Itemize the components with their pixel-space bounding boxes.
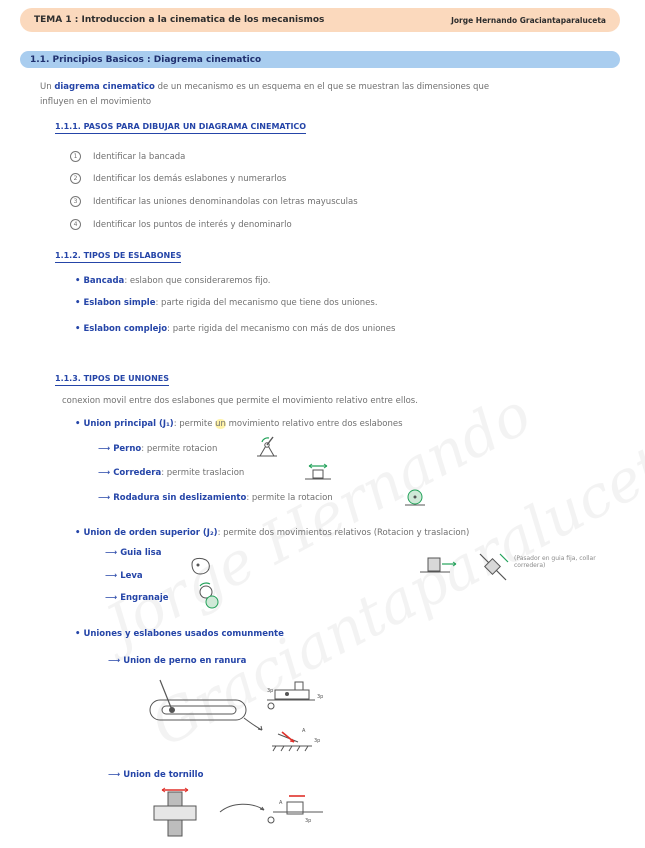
union-principal-pre: : permite — [173, 419, 213, 429]
rodadura-item: ⟶ Rodadura sin deslizamiento: permite la rotacion — [98, 493, 333, 503]
tornillo-screw-diagram — [152, 788, 200, 840]
uniones-intro: conexion movil entre dos eslabones que permite el movimiento relativo entre ellos. — [62, 396, 418, 406]
step-text: Identificar las uniones denominandolas con letras mayusculas — [93, 197, 358, 207]
union-superior-text: : permite dos movimientos relativos (Rotacion y traslacion) — [217, 528, 470, 538]
perno-ranura-schematic-bottom — [268, 722, 328, 758]
perno-item: ⟶ Perno: permite rotacion — [98, 444, 218, 454]
step-number: 1 — [70, 151, 81, 162]
intro-pre: Un — [40, 82, 52, 92]
subsection-1-1-3: 1.1.3. TIPOS DE UNIONES — [55, 374, 169, 386]
step-number: 2 — [70, 173, 81, 184]
tornillo-item: ⟶ Union de tornillo — [108, 770, 204, 780]
eslabon-term: Eslabon complejo — [83, 324, 168, 334]
eslabon-item-3: • Eslabon complejo: parte rigida del mecanismo con más de dos uniones — [75, 324, 396, 334]
collar-corredera-diagram — [478, 552, 512, 582]
union-superior: • Union de orden superior (J₂): permite dos movimientos relativos (Rotacion y traslacion) — [75, 528, 470, 538]
guia-lisa-item: ⟶ Guia lisa — [105, 548, 162, 558]
svg-text:3p: 3p — [267, 688, 274, 694]
step-text: Identificar los puntos de interés y denominarlo — [93, 220, 292, 230]
perno-ranura-diagram — [148, 678, 258, 738]
perno-ranura-schematic-top — [265, 678, 325, 710]
rodadura-wheel-icon — [405, 489, 427, 509]
step-4 — [70, 219, 292, 230]
engranaje-gear-icon — [198, 584, 222, 610]
superior-side-note: (Pasador en guia fija, collar corredera) — [514, 555, 596, 569]
intro-term: diagrema cinematico — [54, 82, 155, 92]
intro-rest: de un mecanismo es un esquema en el que se muestran las dimensiones que — [157, 82, 490, 92]
engranaje-label: Engranaje — [120, 593, 169, 603]
leva-label: Leva — [120, 571, 143, 581]
common-title: Uniones y eslabones usados comunmente — [83, 629, 284, 639]
guia-lisa-label: Guia lisa — [120, 548, 162, 558]
step-number: 4 — [70, 219, 81, 230]
pasador-guia-fija-diagram — [420, 550, 460, 576]
rodadura-term: Rodadura sin deslizamiento — [113, 493, 247, 503]
step-1 — [70, 151, 185, 162]
perno-ranura-label: Union de perno en ranura — [123, 656, 247, 666]
eslabon-text: : parte rigida del mecanismo con más de dos uniones — [167, 324, 396, 334]
leva-cam-icon — [188, 556, 214, 580]
step-3 — [70, 196, 358, 207]
rodadura-text: : permite la rotacion — [246, 493, 333, 503]
eslabon-item-1: • Bancada: eslabon que consideraremos fijo. — [75, 276, 271, 286]
union-principal-post: movimiento relativo entre dos eslabones — [228, 419, 403, 429]
eslabon-text: : eslabon que consideraremos fijo. — [124, 276, 271, 286]
union-principal-term: Union principal (J₁) — [83, 419, 174, 429]
subsection-1-1-2: 1.1.2. TIPOS DE ESLABONES — [55, 251, 181, 263]
step-text: Identificar los demás eslabones y numerarlos — [93, 174, 287, 184]
union-superior-term: Union de orden superior (J₂) — [83, 528, 218, 538]
page-header — [20, 8, 620, 32]
section-title: 1.1. Principios Basicos : Diagrema cinematico — [20, 51, 620, 68]
leva-item: ⟶ Leva — [105, 571, 143, 581]
intro-line-2: influyen en el movimiento — [40, 97, 152, 107]
tornillo-arrow — [218, 800, 268, 814]
svg-text:A: A — [279, 800, 283, 806]
tornillo-schematic — [265, 792, 327, 832]
author-name: Jorge Hernando Graciantaparaluceta — [451, 15, 606, 25]
common-header: • Uniones y eslabones usados comunmente — [75, 629, 284, 639]
subsection-1-1-1: 1.1.1. PASOS PARA DIBUJAR UN DIAGRAMA CINEMATICO — [55, 122, 306, 134]
perno-text: : permite rotacion — [141, 444, 218, 454]
svg-text:A: A — [302, 728, 306, 734]
perno-term: Perno — [113, 444, 142, 454]
perno-ranura-item: ⟶ Union de perno en ranura — [108, 656, 247, 666]
step-number: 3 — [70, 196, 81, 207]
perno-pin-icon — [255, 436, 279, 458]
engranaje-item: ⟶ Engranaje — [105, 593, 169, 603]
corredera-slider-icon — [305, 462, 331, 482]
corredera-term: Corredera — [113, 468, 162, 478]
step-2 — [70, 173, 286, 184]
eslabon-term: Eslabon simple — [83, 298, 156, 308]
union-principal: • Union principal (J₁): permite un movimiento relativo entre dos eslabones — [75, 419, 403, 429]
tema-title: TEMA 1 : Introduccion a la cinematica de los mecanismos — [34, 15, 325, 25]
intro-line-1 — [40, 82, 489, 92]
svg-text:3p: 3p — [314, 738, 321, 744]
tornillo-label: Union de tornillo — [123, 770, 204, 780]
step-text: Identificar la bancada — [93, 152, 186, 162]
svg-text:3p: 3p — [305, 818, 312, 824]
highlighted-word: un — [215, 419, 226, 429]
eslabon-term: Bancada — [83, 276, 125, 286]
svg-text:3p: 3p — [317, 694, 324, 700]
corredera-text: : permite traslacion — [161, 468, 245, 478]
eslabon-text: : parte rigida del mecanismo que tiene dos uniones. — [155, 298, 378, 308]
corredera-item: ⟶ Corredera: permite traslacion — [98, 468, 245, 478]
eslabon-item-2: • Eslabon simple: parte rigida del mecanismo que tiene dos uniones. — [75, 298, 378, 308]
